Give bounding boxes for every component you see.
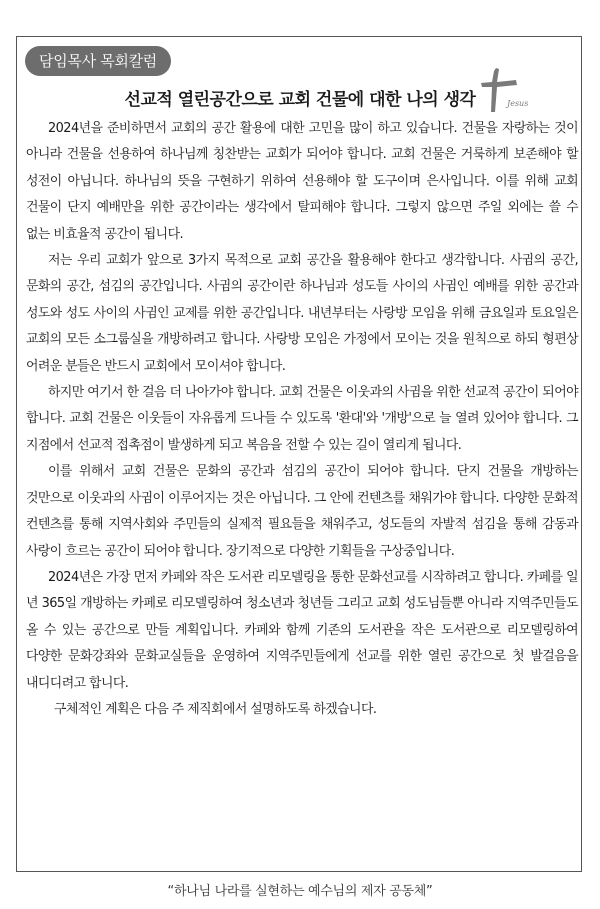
column-title: 선교적 열린공간으로 교회 건물에 대한 나의 생각 <box>124 90 476 110</box>
paragraph-2: 저는 우리 교회가 앞으로 3가지 목적으로 교회 공간을 활용해야 한다고 생각합니다. 사귐의 공간, 문화의 공간, 섬김의 공간입니다. 사귐의 공간이란 하나님과 성도들 사이의 사귐인 예배를 위한 공간과 성도와 성도 사이의 사귐인 교제를 위한 공간입니다. 내년부터는 사랑방 모임을 위해 금요일과 토요일은 교회의 모든 소그룹실을 개방하려고 합니다. 사랑방 모임은 가정에서 모이는 것을 원칙으로 하되 형편상 어려운 분들은 반드시 교회에서 모이셔야 합니다. <box>26 253 578 374</box>
column-label-badge: 담임목사 목회칼럼 <box>25 46 171 76</box>
paragraph-6: 구체적인 계획은 다음 주 제직회에서 설명하도록 하겠습니다. <box>54 701 377 717</box>
paragraph-1: 2024년을 준비하면서 교회의 공간 활용에 대한 고민을 많이 하고 있습니다. 건물을 자랑하는 것이 아니라 건물을 선용하여 하나님께 칭찬받는 교회가 되어야 합니다. 교회 건물은 거룩하게 보존해야 할 성전이 아닙니다. 하나님의 뜻을 구현하기 위하여 선용해야 할 도구이며 은사입니다. 이를 위해 교회 건물이 단지 예배만을 위한 공간이라는 생각에서 탈피해야 합니다. 그렇지 않으면 주일 외에는 쓸 수 없는 비효율적 공간이 됩니다. <box>26 121 578 242</box>
church-motto-footer: “하나님 나라를 실현하는 예수님의 제자 공동체” <box>167 884 433 899</box>
paragraph-4: 이를 위해서 교회 건물은 문화의 공간과 섬김의 공간이 되어야 합니다. 단지 건물을 개방하는 것만으로 이웃과의 사귐이 이루어지는 것은 아닙니다. 그 안에 컨텐츠를 채워가야 합니다. 다양한 문화적 컨텐츠를 통해 지역사회와 주민들의 실제적 필요들을 채워주고, 성도들의 자발적 섬김을 통해 감동과 사랑이 흐르는 공간이 되어야 합니다. 장기적으로 다양한 기획들을 구상중입니다. <box>26 464 578 559</box>
jesus-cross-logo <box>480 66 536 116</box>
paragraph-5: 2024년은 가장 먼저 카페와 작은 도서관 리모델링을 통한 문화선교를 시작하려고 합니다. 카페를 일 년 365일 개방하는 카페로 리모델링하여 청소년과 청년들 그리고 교회 성도님들뿐 아니라 지역주민들도 올 수 있는 공간으로 만들 계획입니다. 카페와 함께 기존의 도서관을 작은 도서관으로 리모델링하여 다양한 문화강좌와 문화교실들을 운영하여 지역주민들에게 선교를 위한 열린 공간으로 첫 발걸음을 내디디려고 합니다. <box>26 569 578 691</box>
jesus-logo-text: Jesus <box>507 99 529 108</box>
paragraph-3: 하지만 여기서 한 걸음 더 나아가야 합니다. 교회 건물은 이웃과의 사귐을 위한 선교적 공간이 되어야 합니다. 교회 건물은 이웃들이 자유롭게 드나들 수 있도록 '환대'와 '개방'으로 늘 열려 있어야 합니다. 그 지점에서 선교적 접촉점이 발생하게 되고 복음을 전할 수 있는 길이 열리게 됩니다. <box>26 385 578 453</box>
column-body <box>26 116 578 723</box>
